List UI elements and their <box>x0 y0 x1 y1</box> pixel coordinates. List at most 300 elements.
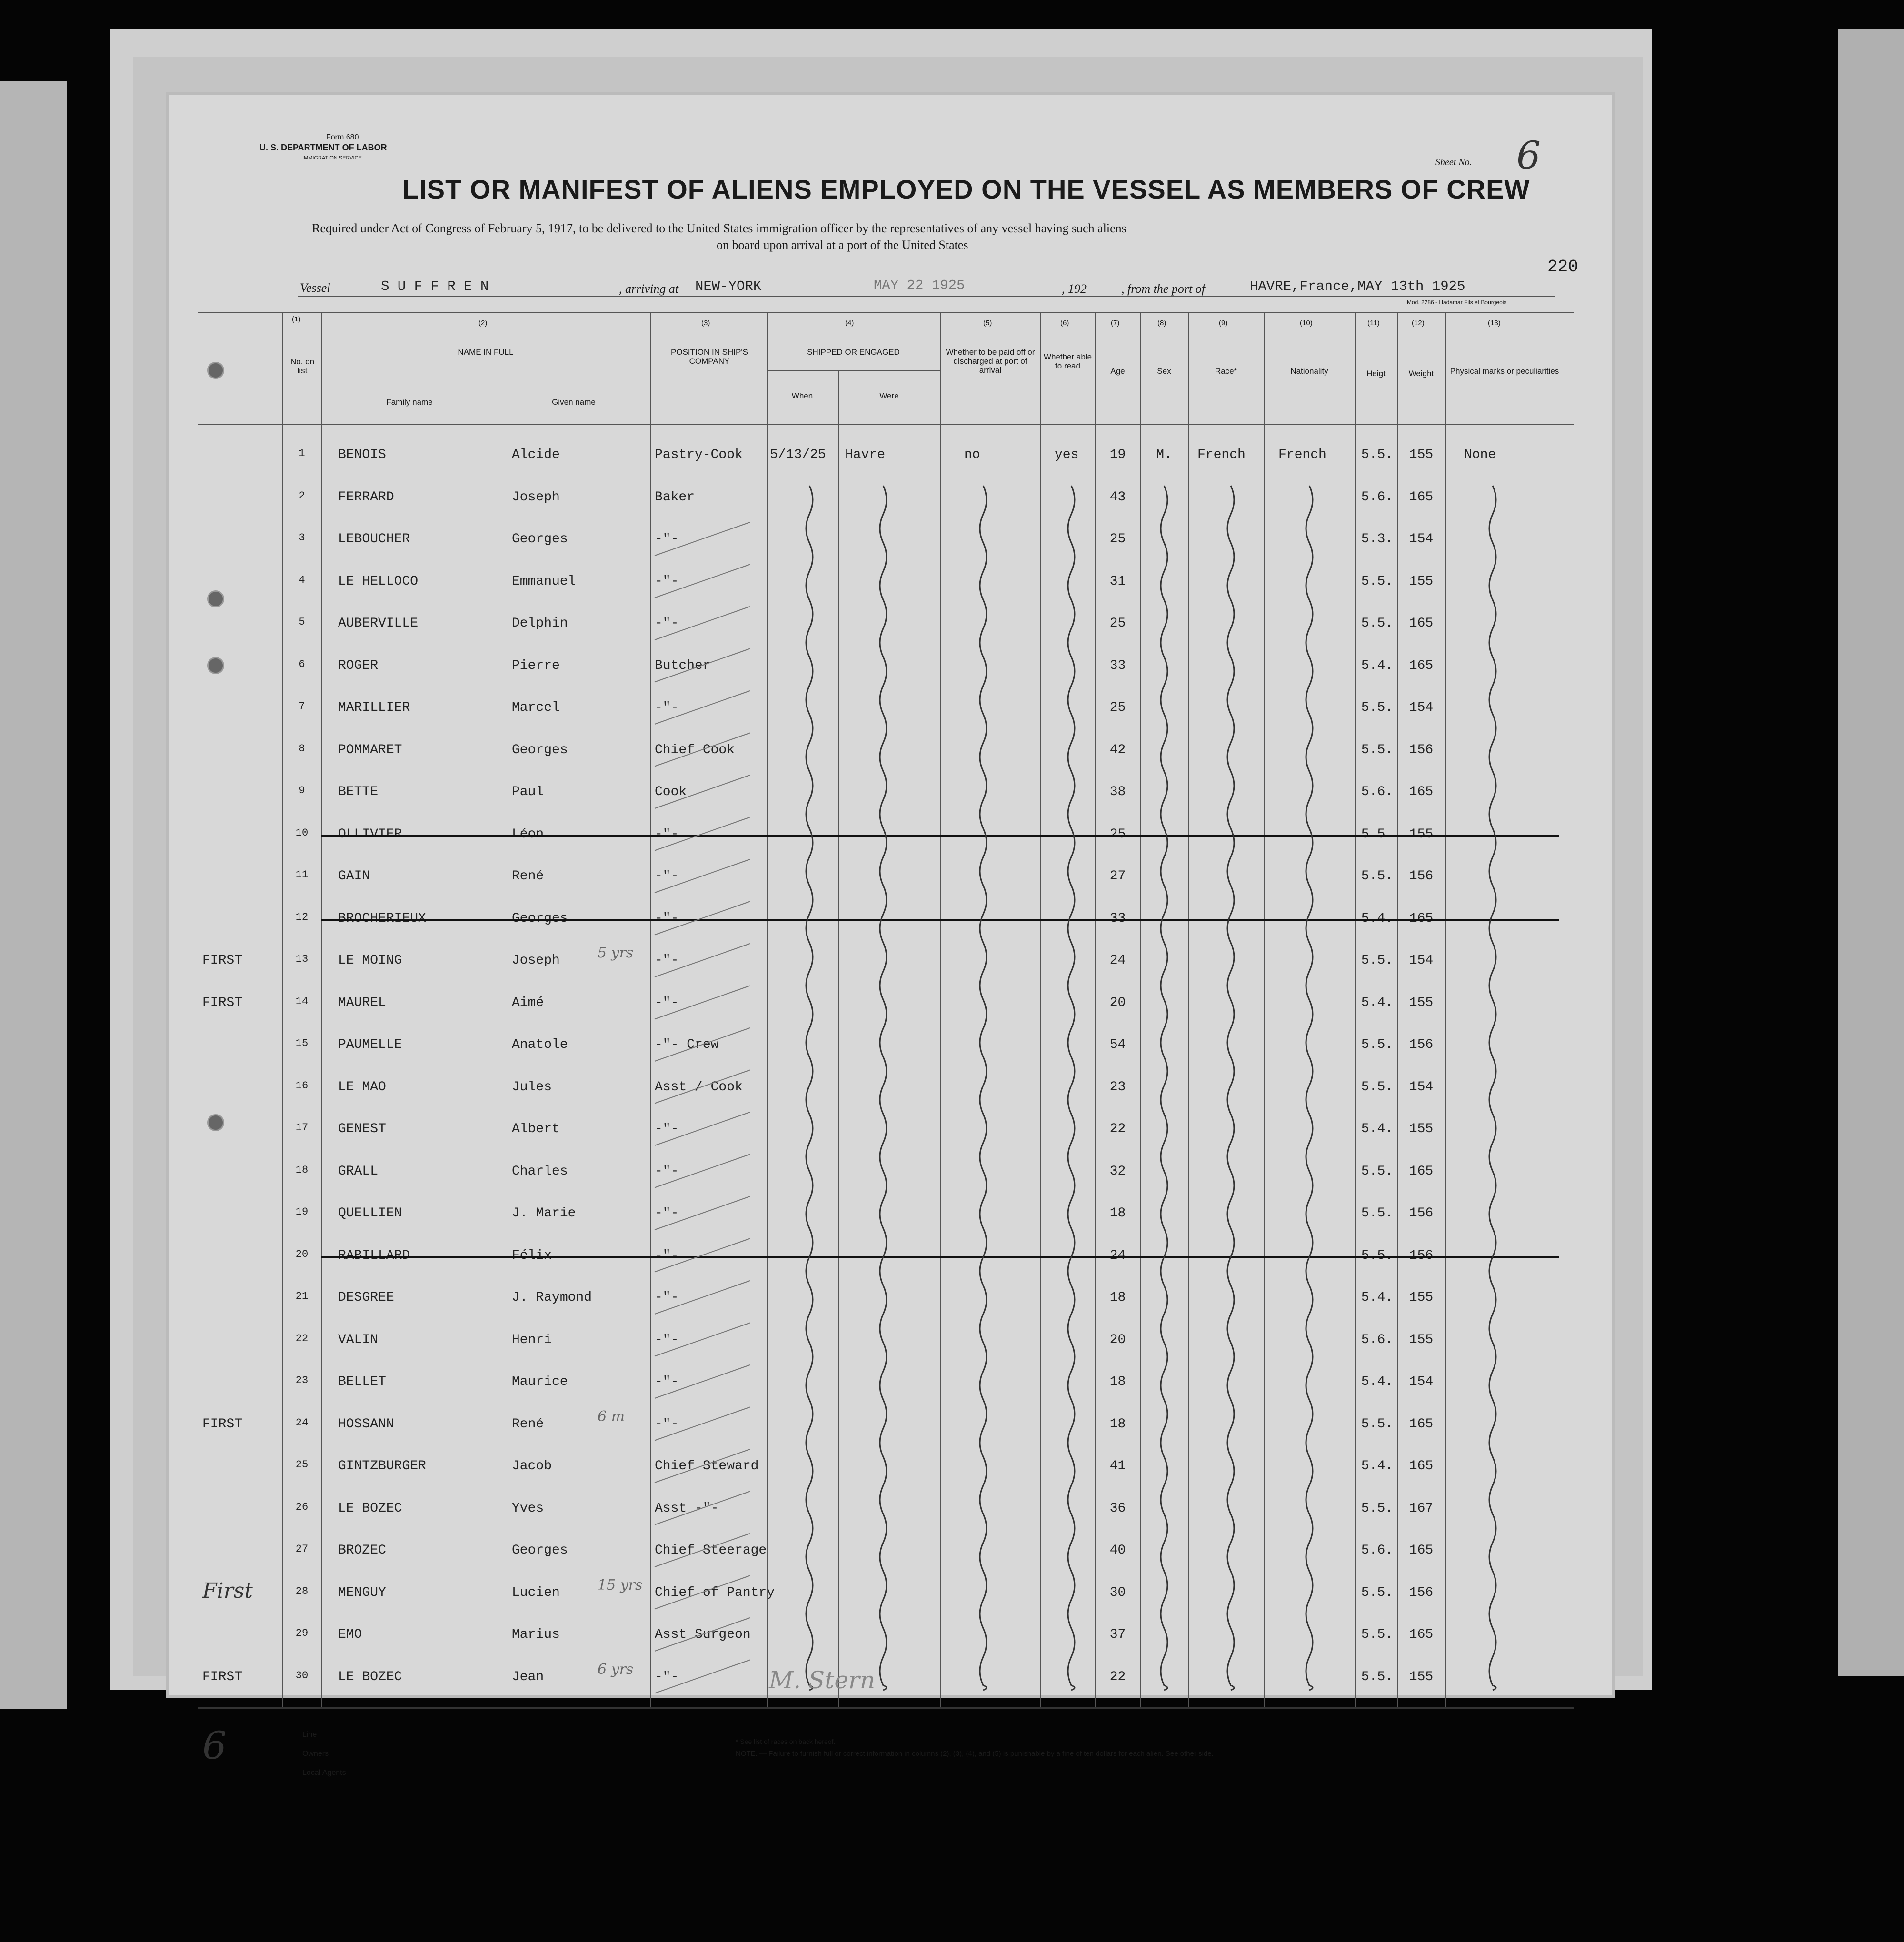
cell-no: 26 <box>295 1501 309 1513</box>
cell-height: 5.5. <box>1361 1585 1394 1600</box>
cell-age: 19 <box>1109 448 1126 462</box>
cell-no: 7 <box>299 700 305 712</box>
cell-weight: 156 <box>1409 1037 1434 1052</box>
cell-family-name: MENGUY <box>338 1585 386 1600</box>
header-family-name: Family name <box>386 398 433 407</box>
cell-age: 32 <box>1109 1164 1126 1179</box>
cell-weight: 167 <box>1409 1501 1434 1516</box>
right-adjacent-page <box>1838 29 1904 1676</box>
cell-given-name: Pierre <box>512 658 560 673</box>
cell-weight: 165 <box>1409 785 1434 799</box>
sheet-number: 6 <box>1516 133 1541 178</box>
left-adjacent-page <box>0 81 67 1709</box>
cell-given-name: Yves <box>512 1501 544 1516</box>
ditto-stroke <box>655 522 750 556</box>
ditto-stroke <box>655 565 750 598</box>
cell-family-name: LE MOING <box>338 953 402 968</box>
cell-given-name: Joseph <box>512 489 560 505</box>
cell-weight: 154 <box>1409 953 1434 968</box>
cell-weight: 155 <box>1409 1332 1434 1347</box>
header-able-to-read: Whether able to read <box>1043 352 1092 370</box>
cell-given-name: Georges <box>512 1543 568 1558</box>
cell-able-to-read: yes <box>1055 448 1079 462</box>
cell-weight: 154 <box>1409 700 1434 715</box>
header-no-on-list: No. on list <box>290 357 315 375</box>
ditto-marks <box>169 95 1612 1714</box>
cell-position: -"- <box>655 532 679 547</box>
cell-age: 27 <box>1109 869 1126 884</box>
cell-position: Asst -"- <box>655 1501 719 1516</box>
ditto-stroke <box>655 1196 750 1230</box>
cell-height: 5.3. <box>1361 532 1394 547</box>
cell-given-name: Jules <box>512 1079 552 1095</box>
cell-family-name: FERRARD <box>338 489 394 505</box>
from-port-label: , from the port of <box>1121 282 1205 296</box>
header-shipped-engaged: SHIPPED OR ENGAGED <box>807 348 900 357</box>
cell-weight: 165 <box>1409 658 1434 673</box>
cell-no: 22 <box>295 1332 309 1344</box>
cell-position: Chief of Pantry <box>655 1585 775 1600</box>
ditto-wave <box>980 486 987 1690</box>
cell-family-name: GAIN <box>338 869 370 884</box>
footer-agents-label: Local Agents <box>302 1769 346 1777</box>
subtitle-line-2: on board upon arrival at a port of the United States <box>717 238 968 252</box>
cell-height: 5.4. <box>1361 995 1394 1010</box>
cell-family-name: BETTE <box>338 785 379 799</box>
cell-marks: None <box>1464 448 1496 462</box>
cell-handwritten-note: 5 yrs <box>598 945 634 961</box>
cell-no: 20 <box>295 1248 309 1260</box>
cell-no: 18 <box>295 1164 309 1176</box>
cell-family-name: GENEST <box>338 1122 386 1136</box>
cell-margin-class: FIRST <box>202 1669 243 1684</box>
cell-no: 1 <box>299 448 305 459</box>
page-number: 220 <box>1547 257 1578 277</box>
ditto-stroke <box>655 1239 750 1272</box>
arriving-label: , arriving at <box>619 282 678 296</box>
cell-age: 25 <box>1109 616 1126 631</box>
cell-position: -"- <box>655 1374 679 1389</box>
cell-given-name: Anatole <box>512 1037 568 1052</box>
cell-position: Pastry-Cook <box>655 448 743 462</box>
header-age: Age <box>1110 367 1125 376</box>
ditto-stroke <box>655 1492 750 1525</box>
cell-height: 5.5. <box>1361 953 1394 968</box>
cell-position: Asst / Cook <box>655 1079 743 1095</box>
cell-position: -"- <box>655 1416 679 1432</box>
col-num-2: (2) <box>478 319 488 327</box>
cell-weight: 165 <box>1409 1627 1434 1642</box>
subtitle-line-1: Required under Act of Congress of February 5, 1917, to be delivered to the United States immigration officer by the representatives of any vessel having such aliens <box>312 221 1126 235</box>
ditto-stroke <box>655 1112 750 1145</box>
cell-handwritten-note: 6 m <box>598 1408 625 1425</box>
cell-family-name: LEBOUCHER <box>338 532 410 547</box>
cell-weight: 155 <box>1409 574 1434 589</box>
cell-given-name: J. Raymond <box>512 1290 592 1305</box>
cell-age: 38 <box>1109 785 1126 799</box>
cell-height: 5.6. <box>1361 489 1394 505</box>
cell-position: Baker <box>655 489 695 505</box>
cell-height: 5.4. <box>1361 1122 1394 1136</box>
cell-age: 24 <box>1109 953 1126 968</box>
sheet-label: Sheet No. <box>1435 157 1472 168</box>
cell-height: 5.5. <box>1361 1627 1394 1642</box>
cell-family-name: LE HELLOCO <box>338 574 419 589</box>
cell-no: 9 <box>299 785 305 797</box>
cell-age: 18 <box>1109 1290 1126 1305</box>
cell-no: 23 <box>295 1374 309 1386</box>
cell-height: 5.4. <box>1361 1290 1394 1305</box>
cell-position: Chief Cook <box>655 742 735 757</box>
cell-weight: 165 <box>1409 1164 1434 1179</box>
cell-height: 5.4. <box>1361 658 1394 673</box>
cell-where: Havre <box>845 448 886 462</box>
ditto-stroke <box>655 607 750 640</box>
departure-port: HAVRE,France,MAY 13th 1925 <box>1250 279 1465 294</box>
vessel-label: Vessel <box>300 281 330 295</box>
col-num-6: (6) <box>1060 319 1069 327</box>
footer-owners-label: Owners <box>302 1750 329 1758</box>
cell-family-name: BENOIS <box>338 448 386 462</box>
cell-given-name: René <box>512 1416 544 1432</box>
cell-weight: 156 <box>1409 1206 1434 1221</box>
ditto-stroke <box>655 1323 750 1356</box>
footer-race-note: * See list of races on back hereof. <box>736 1738 836 1745</box>
cell-age: 37 <box>1109 1627 1126 1642</box>
cell-height: 5.6. <box>1361 785 1394 799</box>
cell-position: -"- <box>655 953 679 968</box>
cell-position: -"- <box>655 995 679 1010</box>
cell-given-name: Alcide <box>512 448 560 462</box>
ditto-stroke <box>655 1281 750 1314</box>
col-num-3: (3) <box>701 319 710 327</box>
col-num-1: (1) <box>292 315 301 323</box>
cell-handwritten-note: 15 yrs <box>598 1576 643 1593</box>
cell-age: 30 <box>1109 1585 1126 1600</box>
mod-note: Mod. 2286 - Hadamar Fils et Bourgeois <box>1407 299 1507 306</box>
ditto-stroke <box>655 691 750 724</box>
ditto-wave <box>1161 486 1167 1690</box>
cell-family-name: HOSSANN <box>338 1416 394 1432</box>
cell-height: 5.5. <box>1361 1669 1394 1684</box>
cell-position: -"- <box>655 1206 679 1221</box>
service-name: IMMIGRATION SERVICE <box>302 155 362 161</box>
cell-no: 17 <box>295 1122 309 1134</box>
header-nationality: Nationality <box>1290 367 1328 376</box>
col-num-4: (4) <box>845 319 854 327</box>
cell-position: -"- Crew <box>655 1037 719 1052</box>
cell-height: 5.5. <box>1361 1079 1394 1095</box>
arrival-port: NEW-YORK <box>695 279 762 294</box>
cell-no: 5 <box>299 616 305 628</box>
header-position: POSITION IN SHIP'S COMPANY <box>671 348 748 366</box>
cell-family-name: GINTZBURGER <box>338 1459 426 1474</box>
cell-no: 15 <box>295 1037 309 1049</box>
col-num-11: (11) <box>1367 319 1380 327</box>
vessel-name: S U F F R E N <box>381 279 489 294</box>
cell-age: 36 <box>1109 1501 1126 1516</box>
cell-weight: 156 <box>1409 742 1434 757</box>
cell-age: 25 <box>1109 532 1126 547</box>
cell-weight: 165 <box>1409 489 1434 505</box>
cell-no: 19 <box>295 1206 309 1218</box>
cell-given-name: Joseph <box>512 953 560 968</box>
cell-weight: 155 <box>1409 448 1434 462</box>
cell-age: 20 <box>1109 1332 1126 1347</box>
cell-height: 5.5. <box>1361 742 1394 757</box>
cell-position: -"- <box>655 869 679 884</box>
cell-paid-off: no <box>964 448 980 462</box>
document-title: LIST OR MANIFEST OF ALIENS EMPLOYED ON THE VESSEL AS MEMBERS OF CREW <box>402 174 1530 204</box>
cell-age: 43 <box>1109 489 1126 505</box>
cell-height: 5.6. <box>1361 1543 1394 1558</box>
cell-position: Chief Steward <box>655 1459 759 1474</box>
cell-family-name: EMO <box>338 1627 362 1642</box>
cell-nationality: French <box>1278 448 1326 462</box>
footer-penalty-note: NOTE. — Failure to furnish full or correct information in columns (2), (3), (4), and (5) is punishable by a fine of ten dollars for each alien. See other side. <box>736 1750 1214 1758</box>
col-num-7: (7) <box>1111 319 1120 327</box>
year-label: , 192 <box>1062 282 1087 296</box>
ditto-stroke <box>655 986 750 1019</box>
cell-family-name: AUBERVILLE <box>338 616 419 631</box>
ditto-wave <box>880 486 887 1690</box>
arrival-date-stamp: MAY 22 1925 <box>874 278 965 293</box>
cell-position: -"- <box>655 700 679 715</box>
cell-given-name: Charles <box>512 1164 568 1179</box>
cell-height: 5.5. <box>1361 1501 1394 1516</box>
col-num-9: (9) <box>1219 319 1228 327</box>
cell-given-name: Lucien <box>512 1585 560 1600</box>
cell-height: 5.4. <box>1361 1374 1394 1389</box>
cell-family-name: BELLET <box>338 1374 386 1389</box>
cell-age: 31 <box>1109 574 1126 589</box>
manifest-sheet <box>169 95 1612 1777</box>
col-num-10: (10) <box>1300 319 1313 327</box>
cell-no: 13 <box>295 953 309 965</box>
cell-weight: 154 <box>1409 1079 1434 1095</box>
cell-height: 5.5. <box>1361 1416 1394 1432</box>
cell-family-name: MARILLIER <box>338 700 410 715</box>
cell-given-name: Georges <box>512 532 568 547</box>
cell-no: 3 <box>299 532 305 544</box>
col-num-8: (8) <box>1157 319 1166 327</box>
cell-position: -"- <box>655 1290 679 1305</box>
ditto-stroke <box>655 1576 750 1609</box>
cell-height: 5.5. <box>1361 700 1394 715</box>
cell-no: 29 <box>295 1627 309 1639</box>
cell-height: 5.6. <box>1361 1332 1394 1347</box>
ditto-stroke <box>655 817 750 851</box>
cell-position: -"- <box>655 1669 679 1684</box>
cell-margin-class: FIRST <box>202 953 243 968</box>
header-given-name: Given name <box>552 398 596 407</box>
ditto-stroke <box>655 902 750 935</box>
ditto-wave <box>806 486 813 1690</box>
cell-height: 5.5. <box>1361 869 1394 884</box>
cell-no: 12 <box>295 911 309 923</box>
ditto-stroke <box>655 1407 750 1441</box>
header-sex: Sex <box>1157 367 1171 376</box>
ditto-wave <box>1489 486 1496 1690</box>
cell-position: -"- <box>655 574 679 589</box>
cell-weight: 165 <box>1409 1459 1434 1474</box>
cell-family-name: GRALL <box>338 1164 379 1179</box>
cell-no: 6 <box>299 658 305 670</box>
cell-age: 18 <box>1109 1206 1126 1221</box>
cell-given-name: René <box>512 869 544 884</box>
header-height: Heigt <box>1366 369 1386 378</box>
cell-given-name: Emmanuel <box>512 574 576 589</box>
cell-given-name: Henri <box>512 1332 552 1347</box>
cell-age: 54 <box>1109 1037 1126 1052</box>
cell-family-name: PAUMELLE <box>338 1037 402 1052</box>
cell-family-name: LE BOZEC <box>338 1501 402 1516</box>
cell-given-name: Aimé <box>512 995 544 1010</box>
cell-age: 20 <box>1109 995 1126 1010</box>
cell-no: 25 <box>295 1459 309 1471</box>
ditto-stroke <box>655 1155 750 1188</box>
cell-given-name: Marcel <box>512 700 560 715</box>
cell-position: -"- <box>655 1164 679 1179</box>
cell-given-name: Jacob <box>512 1459 552 1474</box>
header-when: When <box>791 391 813 400</box>
cell-margin-class: First <box>202 1578 253 1603</box>
ditto-stroke <box>655 649 750 682</box>
header-name-in-full: NAME IN FULL <box>458 348 514 357</box>
cell-no: 28 <box>295 1585 309 1597</box>
cell-no: 16 <box>295 1079 309 1092</box>
cell-given-name: Marius <box>512 1627 560 1642</box>
cell-weight: 155 <box>1409 995 1434 1010</box>
cell-given-name: Albert <box>512 1122 560 1136</box>
ditto-stroke <box>655 1534 750 1567</box>
ditto-wave <box>1227 486 1234 1690</box>
cell-age: 41 <box>1109 1459 1126 1474</box>
cell-height: 5.5. <box>1361 1206 1394 1221</box>
cell-family-name: BROZEC <box>338 1543 386 1558</box>
cell-given-name: J. Marie <box>512 1206 576 1221</box>
cell-position: -"- <box>655 1332 679 1347</box>
cell-family-name: VALIN <box>338 1332 379 1347</box>
cell-no: 10 <box>295 827 309 839</box>
header-weight: Weight <box>1408 369 1434 378</box>
cell-handwritten-note: 6 yrs <box>598 1661 634 1678</box>
cell-weight: 156 <box>1409 869 1434 884</box>
cell-family-name: LE BOZEC <box>338 1669 402 1684</box>
ditto-stroke <box>655 775 750 808</box>
footer-sheet-number: 6 <box>202 1723 227 1768</box>
cell-weight: 155 <box>1409 1669 1434 1684</box>
cell-age: 23 <box>1109 1079 1126 1095</box>
cell-position: -"- <box>655 1122 679 1136</box>
ditto-stroke <box>655 1028 750 1061</box>
cell-height: 5.4. <box>1361 1459 1394 1474</box>
cell-position: Butcher <box>655 658 711 673</box>
cell-family-name: QUELLIEN <box>338 1206 402 1221</box>
cell-no: 4 <box>299 574 305 586</box>
footer-line-label: Line <box>302 1731 317 1739</box>
header-paid-off: Whether to be paid off or discharged at port of arrival <box>946 348 1035 375</box>
cell-no: 2 <box>299 489 305 502</box>
cell-when: 5/13/25 <box>770 448 826 462</box>
cell-weight: 154 <box>1409 532 1434 547</box>
col-num-12: (12) <box>1412 319 1425 327</box>
ditto-stroke <box>655 1660 750 1693</box>
cell-race: French <box>1197 448 1246 462</box>
cell-age: 25 <box>1109 700 1126 715</box>
ditto-stroke <box>655 1449 750 1483</box>
cell-sex: M. <box>1156 448 1172 462</box>
cell-family-name: POMMARET <box>338 742 402 757</box>
cell-no: 24 <box>295 1416 309 1429</box>
cell-position: Chief Steerage <box>655 1543 767 1558</box>
cell-no: 11 <box>295 869 309 881</box>
cell-height: 5.5. <box>1361 616 1394 631</box>
cell-weight: 155 <box>1409 1290 1434 1305</box>
cell-no: 14 <box>295 995 309 1007</box>
cell-age: 22 <box>1109 1122 1126 1136</box>
cell-age: 33 <box>1109 658 1126 673</box>
header-race: Race* <box>1215 367 1237 376</box>
cell-no: 8 <box>299 742 305 755</box>
cell-margin-class: FIRST <box>202 995 243 1010</box>
ditto-stroke <box>655 859 750 893</box>
cell-weight: 165 <box>1409 1416 1434 1432</box>
cell-position: Cook <box>655 785 687 799</box>
cell-given-name: Jean <box>512 1669 544 1684</box>
header-physical-marks: Physical marks or peculiarities <box>1450 367 1559 376</box>
cell-given-name: Georges <box>512 742 568 757</box>
cell-given-name: Maurice <box>512 1374 568 1389</box>
cell-age: 40 <box>1109 1543 1126 1558</box>
ditto-stroke <box>655 733 750 767</box>
cell-given-name: Delphin <box>512 616 568 631</box>
cell-family-name: LE MAO <box>338 1079 386 1095</box>
ditto-stroke <box>655 1365 750 1398</box>
cell-no: 27 <box>295 1543 309 1555</box>
cell-margin-class: FIRST <box>202 1416 243 1432</box>
cell-position: Asst Surgeon <box>655 1627 751 1642</box>
signature: M. Stern <box>769 1666 876 1694</box>
cell-weight: 155 <box>1409 1122 1434 1136</box>
cell-weight: 154 <box>1409 1374 1434 1389</box>
cell-age: 42 <box>1109 742 1126 757</box>
cell-age: 18 <box>1109 1374 1126 1389</box>
cell-weight: 165 <box>1409 616 1434 631</box>
cell-no: 30 <box>295 1669 309 1682</box>
ditto-wave <box>1306 486 1313 1690</box>
ditto-wave <box>1068 486 1075 1690</box>
cell-weight: 165 <box>1409 1543 1434 1558</box>
ditto-stroke <box>655 1618 750 1651</box>
cell-age: 18 <box>1109 1416 1126 1432</box>
cell-height: 5.5. <box>1361 1037 1394 1052</box>
cell-no: 21 <box>295 1290 309 1302</box>
cell-given-name: Paul <box>512 785 544 799</box>
ditto-stroke <box>655 944 750 977</box>
header-were: Were <box>879 391 899 400</box>
cell-family-name: DESGREE <box>338 1290 394 1305</box>
cell-height: 5.5. <box>1361 1164 1394 1179</box>
cell-family-name: MAUREL <box>338 995 386 1010</box>
col-num-13: (13) <box>1488 319 1501 327</box>
ditto-stroke <box>655 1070 750 1104</box>
cell-family-name: ROGER <box>338 658 379 673</box>
cell-position: -"- <box>655 616 679 631</box>
col-num-5: (5) <box>983 319 992 327</box>
cell-height: 5.5. <box>1361 448 1394 462</box>
cell-weight: 156 <box>1409 1585 1434 1600</box>
